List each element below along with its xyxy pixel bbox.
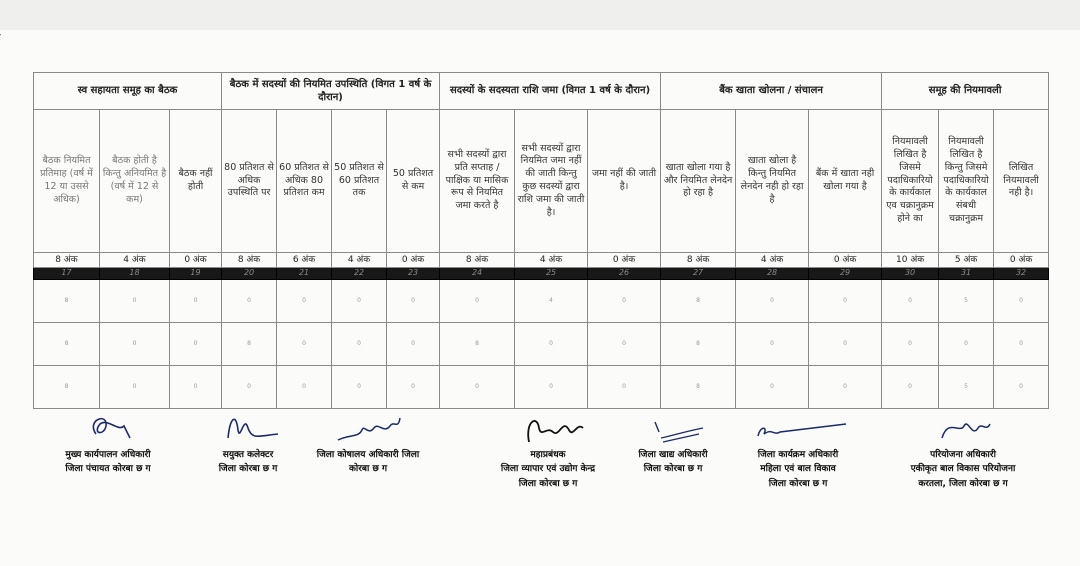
signatory-title: जिला कोषालय अधिकारी जिला [316, 450, 420, 460]
column-number: 25 [515, 268, 588, 280]
table-cell: 0 [882, 323, 939, 366]
marks-cell: 0 अंक [387, 253, 440, 268]
marks-cell: 10 अंक [882, 253, 939, 268]
group-header: बैठक में सदस्यों की नियमित उपस्थिति (विगत 1 वर्ष के दौरान) [222, 73, 440, 110]
table-cell: 8 [222, 323, 277, 366]
table-cell: 8 [34, 366, 100, 409]
table-cell: 0 [100, 280, 170, 323]
signatory-district: जिला कोरबा छ ग [518, 478, 578, 489]
signature-mark [78, 408, 138, 448]
table-cell: 0 [222, 366, 277, 409]
column-number: 18 [100, 268, 170, 280]
signature-mark [738, 408, 858, 448]
sub-header: सभी सदस्यों द्वारा नियमित जमा नहीं की जाती किन्तु कुछ सदस्यों द्वारा राशि जमा की जाती है। [515, 110, 588, 253]
signatory-title: महाप्रबंधक [530, 450, 566, 460]
column-number: 20 [222, 268, 277, 280]
signatory-ceo [38, 408, 178, 477]
sub-header: बैठक नियमित प्रतिमाह (वर्ष में 12 या उससे अधिक) [34, 110, 100, 253]
table-cell: 0 [736, 280, 809, 323]
signatory-dic [468, 408, 628, 491]
signature-mark [328, 408, 408, 448]
table-cell: 0 [809, 366, 882, 409]
marks-cell: 5 अंक [939, 253, 994, 268]
signatory-joint-collector [193, 408, 303, 477]
table-cell: 0 [170, 366, 222, 409]
marks-cell: 0 अंक [588, 253, 661, 268]
signatory-office: कोरबा छ ग [348, 464, 388, 475]
table-cell: 0 [736, 366, 809, 409]
signatory-office: जिला व्यापार एवं उद्योग केन्द्र [500, 464, 596, 475]
table-cell: 8 [34, 323, 100, 366]
table-cell: 5 [939, 280, 994, 323]
signatory-office: एकीकृत बाल विकास परियोजना [910, 464, 1016, 475]
marks-cell: 6 अंक [277, 253, 332, 268]
signatory-office: जिला पंचायत कोरबा छ ग [65, 464, 151, 475]
sub-header: खाता खोला गया है और नियमित लेनदेन हो रहा है [661, 110, 736, 253]
table-cell: 0 [100, 323, 170, 366]
sub-header: बैठक नहीं होती [170, 110, 222, 253]
table-cell: 0 [736, 323, 809, 366]
signatory-title: परियोजना अधिकारी [930, 450, 996, 460]
table-cell: 0 [332, 323, 387, 366]
column-number: 29 [809, 268, 882, 280]
sub-header: 60 प्रतिशत से अधिक 80 प्रतिशत कम [277, 110, 332, 253]
signatory-project-officer [883, 408, 1043, 491]
table-cell: 8 [661, 323, 736, 366]
signatory-district: जिला कोरबा छ ग [768, 478, 828, 489]
table-cell: 0 [387, 366, 440, 409]
sub-header: लिखित नियमावली नही है। [994, 110, 1049, 253]
table-cell: 0 [332, 366, 387, 409]
group-header: सदस्यों के सदस्यता राशि जमा (विगत 1 वर्ष के दौरान) [440, 73, 661, 110]
sub-header: 50 प्रतिशत से 60 प्रतिशत तक [332, 110, 387, 253]
sub-header: जमा नहीं की जाती है। [588, 110, 661, 253]
marks-cell: 8 अंक [440, 253, 515, 268]
signature-mark [503, 408, 593, 448]
table-row [34, 280, 1049, 323]
signatory-program-officer [733, 408, 863, 491]
sub-header-row [34, 110, 1049, 253]
marks-cell: 8 अंक [661, 253, 736, 268]
table-row [34, 366, 1049, 409]
table-cell: 0 [515, 366, 588, 409]
signatory-office: जिला कोरबा छ ग [218, 464, 278, 475]
signatory-district: करतला, जिला कोरबा छ ग [918, 478, 1008, 489]
table-cell: 8 [440, 323, 515, 366]
column-number: 30 [882, 268, 939, 280]
group-header: समूह की नियमावली [882, 73, 1049, 110]
signatory-treasury [298, 408, 438, 477]
table-cell: 0 [588, 323, 661, 366]
signature-mark [918, 408, 1008, 448]
group-header: स्व सहायता समूह का बैठक [34, 73, 222, 110]
table-cell: 0 [440, 366, 515, 409]
sub-header: 80 प्रतिशत से अधिक उपस्थिति पर [222, 110, 277, 253]
signatory-food-officer [623, 408, 723, 477]
group-header: बैंक खाता खोलना / संचालन [661, 73, 882, 110]
marks-cell: 4 अंक [332, 253, 387, 268]
table-cell: 0 [994, 366, 1049, 409]
signatory-office: जिला कोरबा छ ग [643, 464, 703, 475]
table-cell: 0 [994, 280, 1049, 323]
column-number: 22 [332, 268, 387, 280]
column-number: 19 [170, 268, 222, 280]
signatory-title: मुख्य कार्यपालन अधिकारी [65, 450, 151, 460]
table-cell: 8 [34, 280, 100, 323]
table-cell: 0 [809, 323, 882, 366]
column-number: 21 [277, 268, 332, 280]
table-cell: 0 [332, 280, 387, 323]
evaluation-table [33, 72, 1049, 409]
column-number: 17 [34, 268, 100, 280]
marks-cell: 4 अंक [515, 253, 588, 268]
sub-header: खाता खोला है किन्तु नियमित लेनदेन नही हो रहा है [736, 110, 809, 253]
marks-cell: 0 अंक [170, 253, 222, 268]
marks-row [34, 253, 1049, 268]
column-number: 27 [661, 268, 736, 280]
sub-header: नियमावली लिखित है जिसमे पदाधिकारियो के कार्यकाल एव चक्रानुक्रम होने का [882, 110, 939, 253]
marks-cell: 8 अंक [34, 253, 100, 268]
group-header-row [34, 73, 1049, 110]
table-cell: 0 [588, 366, 661, 409]
sub-header: सभी सदस्यों द्वारा प्रति सप्ताह / पाक्षिक या मासिक रूप से नियमित जमा करते है [440, 110, 515, 253]
table-cell: 8 [661, 366, 736, 409]
table-cell: 0 [170, 280, 222, 323]
table-cell: 0 [222, 280, 277, 323]
table-cell: 0 [809, 280, 882, 323]
signatory-title: जिला कार्यक्रम अधिकारी [757, 450, 839, 460]
sub-header: बैंक में खाता नही खोला गया है [809, 110, 882, 253]
table-cell: 0 [588, 280, 661, 323]
marks-cell: 4 अंक [100, 253, 170, 268]
column-number: 32 [994, 268, 1049, 280]
table-cell: 0 [387, 280, 440, 323]
table-cell: 0 [440, 280, 515, 323]
sub-header: 50 प्रतिशत से कम [387, 110, 440, 253]
column-number: 23 [387, 268, 440, 280]
table-cell: 0 [387, 323, 440, 366]
signatory-title: जिला खाद्य अधिकारी [638, 450, 708, 460]
column-number: 26 [588, 268, 661, 280]
table-cell: 0 [882, 366, 939, 409]
table-cell: 4 [515, 280, 588, 323]
table-cell: 0 [277, 323, 332, 366]
sub-header: बैठक होती है किन्तु अनियमित है (वर्ष में 12 से कम) [100, 110, 170, 253]
column-number: 28 [736, 268, 809, 280]
signatory-title: सयुक्त कलेक्टर [222, 450, 274, 460]
marks-cell: 8 अंक [222, 253, 277, 268]
signature-block [33, 408, 1048, 518]
top-band [0, 0, 1080, 30]
signatory-office: महिला एवं बाल विकाव [760, 464, 836, 475]
table-cell: 0 [170, 323, 222, 366]
table-cell: 0 [939, 323, 994, 366]
signature-mark [633, 408, 713, 448]
marks-cell: 4 अंक [736, 253, 809, 268]
sub-header: नियमावली लिखित है किन्तु जिसमे पदाधिकारियो के कार्यकाल संबधी चक्रानुक्रम [939, 110, 994, 253]
table-cell: 8 [661, 280, 736, 323]
table-cell: 0 [277, 280, 332, 323]
table-cell: 0 [994, 323, 1049, 366]
table-cell: 0 [277, 366, 332, 409]
marks-cell: 0 अंक [809, 253, 882, 268]
table-row [34, 323, 1049, 366]
marks-cell: 0 अंक [994, 253, 1049, 268]
table-cell: 0 [515, 323, 588, 366]
table-cell: 5 [939, 366, 994, 409]
table-cell: 0 [882, 280, 939, 323]
column-number-row [34, 268, 1049, 280]
column-number: 24 [440, 268, 515, 280]
signature-mark [208, 408, 288, 448]
table-cell: 0 [100, 366, 170, 409]
column-number: 31 [939, 268, 994, 280]
